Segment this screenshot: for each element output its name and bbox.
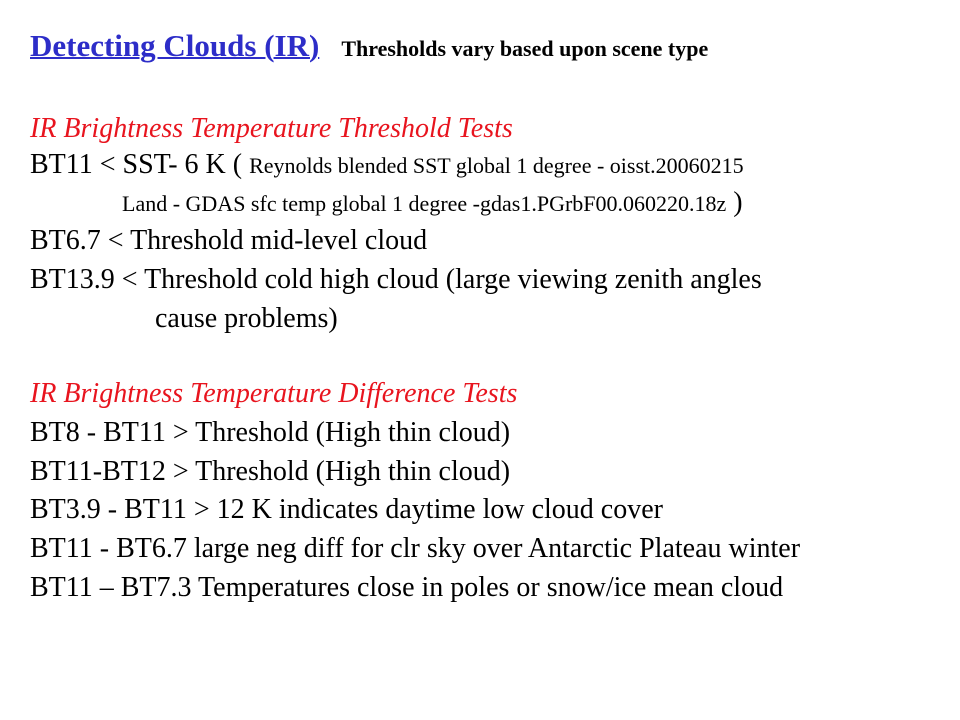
section-heading-difference-tests: IR Brightness Temperature Difference Tests (30, 378, 518, 409)
difference-line-bt11-bt73: BT11 – BT7.3 Temperatures close in poles or snow/ice mean cloud (30, 572, 784, 603)
line-small-text: Land - GDAS sfc temp global 1 degree -gdas1.PGrbF00.060220.18z (122, 191, 727, 216)
difference-line-bt11-bt12: BT11-BT12 > Threshold (High thin cloud) (30, 456, 511, 487)
difference-line-bt11-bt67: BT11 - BT6.7 large neg diff for clr sky over Antarctic Plateau winter (30, 533, 801, 564)
slide-subtitle: Thresholds vary based upon scene type (341, 36, 709, 61)
threshold-line-bt139-continued: cause problems) (155, 303, 338, 334)
difference-line-bt39-bt11: BT3.9 - BT11 > 12 K indicates daytime low cloud cover (30, 494, 663, 525)
section-heading-threshold-tests: IR Brightness Temperature Threshold Tests (30, 113, 513, 144)
threshold-line-bt11-sst (30, 148, 744, 183)
difference-line-bt8-bt11: BT8 - BT11 > Threshold (High thin cloud) (30, 417, 511, 448)
line-main-text: BT11 < SST- 6 K ( (30, 149, 250, 180)
slide-title: Detecting Clouds (IR) (30, 28, 320, 63)
slide-header (30, 28, 708, 64)
threshold-line-bt139: BT13.9 < Threshold cold high cloud (large viewing zenith angles (30, 264, 762, 295)
line-small-text: Reynolds blended SST global 1 degree - oisst.20060215 (249, 153, 744, 178)
threshold-line-land-gdas (122, 186, 743, 221)
line-main-text: ) (726, 187, 743, 218)
threshold-line-bt67: BT6.7 < Threshold mid-level cloud (30, 225, 428, 256)
